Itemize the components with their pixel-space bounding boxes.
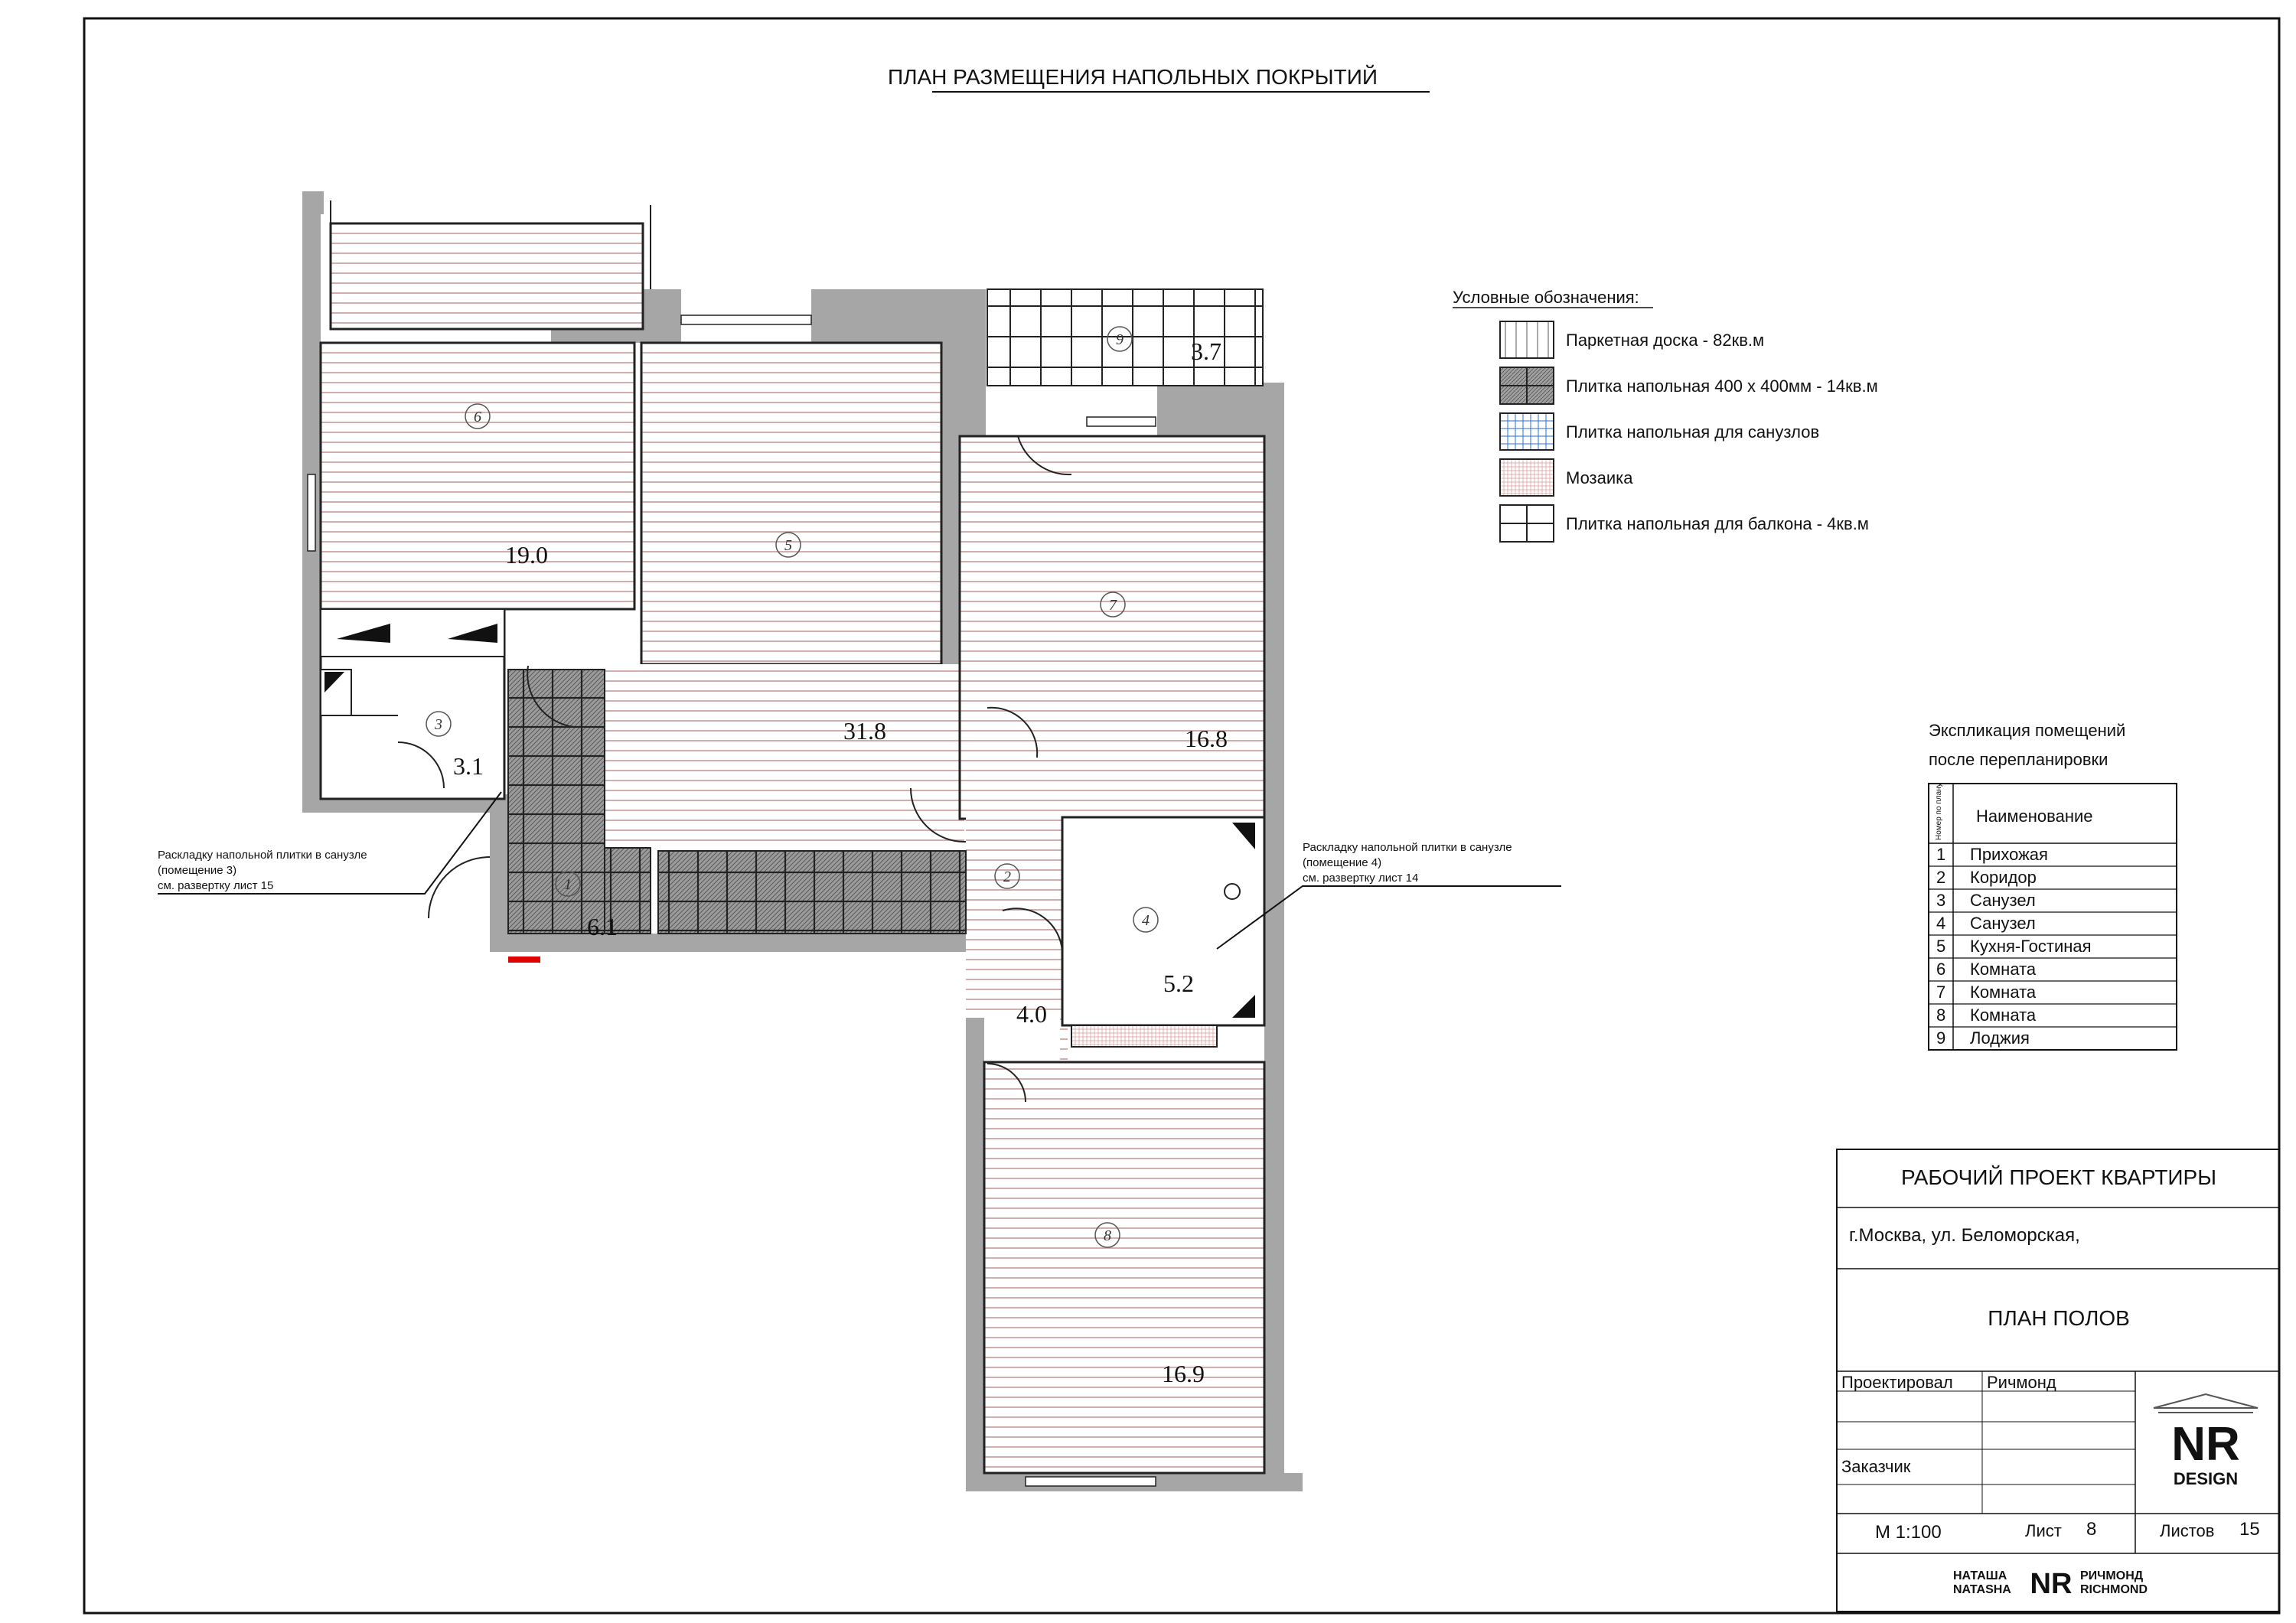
room-number: 4 (1142, 912, 1150, 929)
table-row-number: 9 (1936, 1028, 1946, 1048)
room-area: 16.8 (1185, 725, 1228, 752)
designed-value: Ричмонд (1987, 1373, 2056, 1392)
note-line: см. развертку лист 14 (1303, 872, 1419, 885)
table-row-number: 7 (1936, 983, 1946, 1002)
table-row-number: 8 (1936, 1005, 1946, 1025)
room-number: 5 (784, 537, 792, 554)
room-number: 2 (1003, 869, 1011, 885)
table-row-name: Коридор (1970, 868, 2037, 887)
table-row-number: 6 (1936, 960, 1946, 979)
nr-design-logo (2154, 1394, 2258, 1488)
room-6 (321, 343, 634, 609)
room-area: 4.0 (1016, 1000, 1047, 1028)
footer-right-bottom: RICHMOND (2080, 1583, 2148, 1596)
red-marker (508, 957, 540, 963)
table-row-name: Прихожая (1970, 845, 2048, 864)
note-line: см. развертку лист 15 (158, 879, 274, 892)
room-area: 31.8 (843, 717, 886, 745)
designed-label: Проектировал (1841, 1373, 1953, 1392)
footer-left-bottom: NATASHA (1953, 1583, 2011, 1596)
sheet-number: 8 (2086, 1519, 2097, 1540)
explication-title: Экспликация помещений (1929, 721, 2126, 740)
sheets-label: Листов (2160, 1521, 2215, 1540)
customer-label: Заказчик (1841, 1457, 1911, 1476)
room-area: 19.0 (505, 541, 548, 569)
title-block (1837, 1149, 2279, 1612)
column-name-header: Наименование (1976, 807, 2093, 826)
scale: М 1:100 (1875, 1522, 1942, 1543)
table-row-name: Комната (1970, 983, 2037, 1002)
legend-label: Паркетная доска - 82кв.м (1566, 331, 1765, 350)
legend-swatch-blue-grid (1500, 413, 1554, 450)
room-8 (984, 1062, 1264, 1473)
legend-label: Плитка напольная для санузлов (1566, 422, 1820, 442)
note-line: (помещение 4) (1303, 856, 1382, 869)
legend-heading: Условные обозначения: (1453, 288, 1639, 307)
footer-brand (1953, 1568, 2148, 1600)
room-number: 6 (474, 409, 481, 425)
sheets-total: 15 (2239, 1519, 2260, 1540)
project-address: г.Москва, ул. Беломорская, (1849, 1225, 2080, 1246)
table-row-number: 3 (1936, 891, 1946, 910)
floor-plan (302, 191, 1303, 1491)
room-number: 7 (1109, 597, 1117, 614)
explication-subtitle: после перепланировки (1929, 750, 2108, 769)
logo-letters: NR (2171, 1418, 2240, 1471)
room-area: 3.1 (453, 752, 484, 780)
room-9 (987, 289, 1263, 386)
room-2 (966, 788, 1062, 1018)
legend-label: Мозаика (1566, 468, 1633, 487)
room-1-tile (508, 670, 605, 934)
loggia-left (331, 223, 643, 329)
sheet-name: ПЛАН ПОЛОВ (1988, 1306, 2130, 1330)
explication-table (1929, 721, 2177, 1050)
table-row-name: Комната (1970, 960, 2037, 979)
legend-label: Плитка напольная для балкона - 4кв.м (1566, 514, 1869, 533)
legend-swatch-parquet (1500, 321, 1554, 358)
footer-nr: NR (2030, 1568, 2073, 1600)
legend (1453, 288, 1878, 542)
sheet-label: Лист (2025, 1521, 2062, 1540)
note-line: (помещение 3) (158, 864, 237, 877)
footer-left-top: НАТАША (1953, 1569, 2007, 1582)
room-5 (641, 343, 941, 664)
table-row-name: Санузел (1970, 891, 2036, 910)
note-line: Раскладку напольной плитки в санузле (1303, 841, 1512, 854)
room-area: 16.9 (1162, 1360, 1205, 1387)
legend-swatch-mosaic (1500, 459, 1554, 496)
room-number: 9 (1116, 331, 1124, 348)
legend-label: Плитка напольная 400 х 400мм - 14кв.м (1566, 376, 1878, 396)
drawing-title: ПЛАН РАЗМЕЩЕНИЯ НАПОЛЬНЫХ ПОКРЫТИЙ (888, 65, 1378, 89)
room-area: 3.7 (1191, 337, 1221, 365)
room-number: 1 (564, 876, 572, 893)
table-row-number: 1 (1936, 845, 1946, 864)
room-7 (960, 436, 1264, 819)
table-row-name: Комната (1970, 1005, 2037, 1025)
table-row-number: 5 (1936, 937, 1946, 956)
project-title: РАБОЧИЙ ПРОЕКТ КВАРТИРЫ (1900, 1165, 2217, 1189)
room-number: 8 (1104, 1227, 1111, 1244)
table-row-name: Кухня-Гостиная (1970, 937, 2092, 956)
table-row-name: Санузел (1970, 914, 2036, 933)
logo-word: DESIGN (2173, 1469, 2239, 1488)
column-number-header: Номер по плану (1935, 783, 1943, 840)
table-row-number: 2 (1936, 868, 1946, 887)
room-number: 3 (435, 716, 442, 733)
footer-right-top: РИЧМОНД (2080, 1569, 2144, 1582)
table-row-number: 4 (1936, 914, 1946, 933)
table-row-name: Лоджия (1970, 1028, 2030, 1048)
room-area: 6.1 (587, 913, 618, 940)
note-line: Раскладку напольной плитки в санузле (158, 849, 367, 862)
room-area: 5.2 (1163, 970, 1194, 997)
